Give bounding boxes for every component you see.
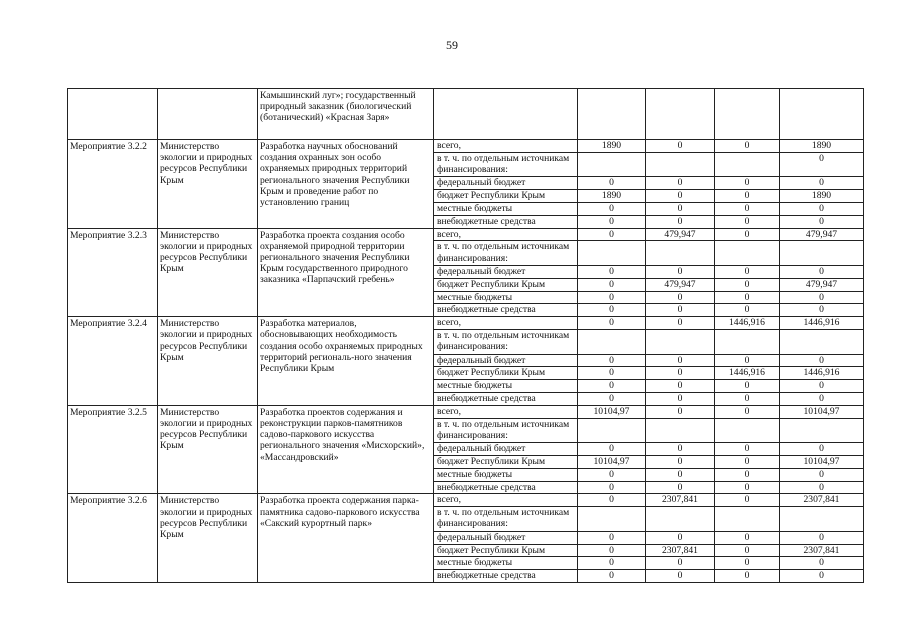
value-cell: 0 — [578, 265, 646, 278]
financing-source-cell: внебюджетные средства — [434, 304, 578, 317]
value-cell: 1890 — [780, 190, 864, 203]
value-cell: 1446,916 — [780, 367, 864, 380]
value-cell — [715, 329, 780, 354]
description-cell — [258, 494, 434, 583]
financing-source-cell: всего, — [434, 405, 578, 418]
executor-text: Министерство экологии и природных ресурсов Республики Крым — [160, 406, 253, 452]
event-text: Мероприятие 3.2.6 — [70, 495, 147, 507]
financing-source-cell: местные бюджеты — [434, 291, 578, 304]
financing-source-cell: всего, — [434, 494, 578, 507]
financing-source-cell: бюджет Республики Крым — [434, 190, 578, 203]
value-cell: 0 — [715, 354, 780, 367]
value-cell: 0 — [780, 481, 864, 494]
value-cell: 0 — [780, 557, 864, 570]
value-cell: 0 — [780, 177, 864, 190]
value-cell: 0 — [578, 354, 646, 367]
funding-table — [67, 88, 864, 583]
value-cell: 0 — [715, 455, 780, 468]
value-cell: 479,947 — [780, 278, 864, 291]
value-cell: 0 — [578, 215, 646, 228]
page-number: 59 — [446, 38, 458, 52]
value-cell: 0 — [578, 443, 646, 456]
value-cell — [578, 152, 646, 177]
value-cell: 0 — [715, 405, 780, 418]
financing-source-cell: в т. ч. по отдельным источникам финансирования: — [434, 241, 578, 266]
financing-source-cell: местные бюджеты — [434, 468, 578, 481]
financing-source-cell: федеральный бюджет — [434, 265, 578, 278]
financing-source-cell: федеральный бюджет — [434, 443, 578, 456]
value-cell: 0 — [646, 367, 715, 380]
value-cell — [646, 329, 715, 354]
value-cell: 0 — [780, 152, 864, 177]
value-cell — [578, 418, 646, 443]
value-cell: 0 — [780, 468, 864, 481]
financing-source-cell: федеральный бюджет — [434, 177, 578, 190]
financing-source-cell: внебюджетные средства — [434, 215, 578, 228]
description-cell — [258, 228, 434, 317]
value-cell: 2307,841 — [780, 544, 864, 557]
value-cell: 0 — [578, 468, 646, 481]
value-cell: 0 — [715, 190, 780, 203]
value-cell: 0 — [715, 544, 780, 557]
value-cell: 0 — [578, 481, 646, 494]
value-cell: 0 — [715, 304, 780, 317]
value-cell — [578, 329, 646, 354]
financing-source-cell: местные бюджеты — [434, 557, 578, 570]
value-cell: 0 — [578, 278, 646, 291]
event-text: Мероприятие 3.2.5 — [70, 406, 147, 418]
value-cell — [578, 241, 646, 266]
value-cell: 0 — [646, 380, 715, 393]
value-cell: 0 — [578, 304, 646, 317]
value-cell: 0 — [780, 443, 864, 456]
financing-source-cell: внебюджетные средства — [434, 481, 578, 494]
value-cell: 0 — [715, 557, 780, 570]
value-cell: 0 — [646, 392, 715, 405]
value-cell: 0 — [715, 177, 780, 190]
value-cell: 0 — [646, 405, 715, 418]
financing-source-cell: всего, — [434, 228, 578, 241]
value-cell: 0 — [646, 531, 715, 544]
value-cell — [780, 507, 864, 532]
value-cell: 0 — [715, 494, 780, 507]
event-cell — [68, 494, 158, 583]
value-cell: 0 — [646, 215, 715, 228]
value-cell — [578, 89, 646, 140]
value-cell: 1446,916 — [780, 317, 864, 330]
value-cell — [780, 89, 864, 140]
value-cell: 0 — [578, 177, 646, 190]
value-cell: 0 — [646, 455, 715, 468]
value-cell: 0 — [646, 265, 715, 278]
event-text: Мероприятие 3.2.2 — [70, 141, 147, 152]
value-cell: 0 — [715, 215, 780, 228]
event-text: Мероприятие 3.2.3 — [70, 229, 147, 241]
value-cell: 0 — [715, 278, 780, 291]
financing-source-cell: местные бюджеты — [434, 380, 578, 393]
value-cell: 0 — [715, 228, 780, 241]
financing-source-cell: всего, — [434, 317, 578, 330]
value-cell: 1446,916 — [715, 367, 780, 380]
value-cell — [780, 241, 864, 266]
value-cell: 1890 — [780, 140, 864, 153]
value-cell — [646, 89, 715, 140]
value-cell — [646, 507, 715, 532]
financing-source-cell: всего, — [434, 140, 578, 153]
value-cell: 0 — [578, 367, 646, 380]
value-cell: 1890 — [578, 140, 646, 153]
value-cell: 0 — [715, 481, 780, 494]
value-cell: 0 — [578, 380, 646, 393]
table-row — [68, 405, 864, 418]
value-cell: 0 — [646, 202, 715, 215]
executor-text: Министерство экологии и природных ресурсов Республики Крым — [160, 318, 253, 363]
value-cell — [715, 241, 780, 266]
value-cell: 0 — [780, 531, 864, 544]
financing-source-cell: местные бюджеты — [434, 202, 578, 215]
value-cell: 0 — [646, 557, 715, 570]
value-cell: 1446,916 — [715, 317, 780, 330]
value-cell: 0 — [578, 494, 646, 507]
description-cell — [258, 140, 434, 229]
value-cell: 2307,841 — [780, 494, 864, 507]
value-cell: 0 — [715, 468, 780, 481]
value-cell: 10104,97 — [578, 405, 646, 418]
executor-cell — [158, 317, 258, 406]
value-cell: 0 — [780, 380, 864, 393]
description-text: Разработка материалов, обосновывающих необходимость создания особо охраняемых природных территорий региональ-ного значения Республики Крым — [260, 318, 423, 374]
executor-cell — [158, 140, 258, 229]
value-cell: 0 — [646, 140, 715, 153]
value-cell — [715, 507, 780, 532]
financing-source-cell: в т. ч. по отдельным источникам финансирования: — [434, 418, 578, 443]
value-cell — [578, 507, 646, 532]
value-cell: 0 — [715, 202, 780, 215]
financing-source-cell: федеральный бюджет — [434, 354, 578, 367]
executor-cell — [158, 494, 258, 583]
value-cell: 0 — [578, 291, 646, 304]
value-cell: 0 — [715, 531, 780, 544]
value-cell: 0 — [646, 291, 715, 304]
table-row — [68, 140, 864, 153]
financing-source-cell: внебюджетные средства — [434, 392, 578, 405]
value-cell: 0 — [578, 531, 646, 544]
value-cell: 0 — [578, 392, 646, 405]
value-cell: 0 — [578, 228, 646, 241]
continuation-row — [68, 89, 864, 140]
executor-text: Министерство экологии и природных ресурсов Республики Крым — [160, 141, 253, 186]
value-cell — [646, 418, 715, 443]
value-cell — [780, 329, 864, 354]
value-cell: 0 — [646, 570, 715, 583]
event-cell — [68, 317, 158, 406]
value-cell: 0 — [646, 443, 715, 456]
value-cell: 0 — [578, 317, 646, 330]
value-cell: 0 — [646, 481, 715, 494]
value-cell: 10104,97 — [780, 405, 864, 418]
event-cell — [68, 405, 158, 494]
financing-source-cell: в т. ч. по отдельным источникам финансирования: — [434, 329, 578, 354]
financing-source-cell: бюджет Республики Крым — [434, 455, 578, 468]
value-cell: 0 — [780, 215, 864, 228]
value-cell: 0 — [715, 380, 780, 393]
event-cell — [68, 228, 158, 317]
financing-source-cell: федеральный бюджет — [434, 531, 578, 544]
value-cell — [780, 418, 864, 443]
value-cell: 0 — [578, 544, 646, 557]
value-cell — [646, 152, 715, 177]
value-cell: 0 — [780, 570, 864, 583]
value-cell: 0 — [578, 202, 646, 215]
value-cell: 0 — [646, 354, 715, 367]
value-cell: 0 — [780, 392, 864, 405]
value-cell: 0 — [715, 265, 780, 278]
description-text: Разработка проектов содержания и реконструкции парков-памятников садово-паркового искусства регионального значения «Мисхорский», «Массандровский» — [260, 406, 425, 463]
value-cell: 0 — [715, 291, 780, 304]
financing-source-cell: бюджет Республики Крым — [434, 544, 578, 557]
value-cell: 0 — [780, 304, 864, 317]
executor-cell — [158, 89, 258, 140]
description-text: Разработка проекта создания особо охраняемой природной территории регионального значения Республики Крым государственного природного заказника «Парпачский гребень» — [260, 229, 410, 286]
event-cell — [68, 140, 158, 229]
financing-source-cell: в т. ч. по отдельным источникам финансирования: — [434, 507, 578, 532]
financing-source-cell: бюджет Республики Крым — [434, 278, 578, 291]
description-text: Разработка научных обоснований создания охранных зон особо охраняемых природных территорий регионального значения Республики Крым и проведение работ по установлению границ — [260, 141, 410, 209]
value-cell: 2307,841 — [646, 494, 715, 507]
value-cell: 0 — [780, 354, 864, 367]
table-row — [68, 317, 864, 330]
executor-text: Министерство экологии и природных ресурсов Республики Крым — [160, 495, 253, 540]
value-cell: 1890 — [578, 190, 646, 203]
value-cell — [715, 152, 780, 177]
value-cell — [715, 418, 780, 443]
event-cell — [68, 89, 158, 140]
table-body — [68, 89, 864, 583]
value-cell: 479,947 — [780, 228, 864, 241]
executor-cell — [158, 405, 258, 494]
executor-cell — [158, 228, 258, 317]
value-cell: 0 — [715, 443, 780, 456]
value-cell: 0 — [578, 557, 646, 570]
value-cell: 0 — [646, 190, 715, 203]
value-cell: 479,947 — [646, 278, 715, 291]
event-text: Мероприятие 3.2.4 — [70, 318, 147, 330]
value-cell: 0 — [715, 570, 780, 583]
value-cell: 0 — [646, 304, 715, 317]
description-cell — [258, 317, 434, 406]
value-cell — [715, 89, 780, 140]
value-cell: 0 — [715, 392, 780, 405]
financing-source-cell: внебюджетные средства — [434, 570, 578, 583]
financing-source-cell: бюджет Республики Крым — [434, 367, 578, 380]
value-cell: 10104,97 — [780, 455, 864, 468]
description-text: Камышинский луг»; государственный природный заказник (биологический (ботанический) «Красная Заря» — [260, 90, 416, 124]
value-cell: 0 — [715, 140, 780, 153]
table-row — [68, 494, 864, 507]
financing-source-cell: в т. ч. по отдельным источникам финансирования: — [434, 152, 578, 177]
value-cell: 0 — [578, 570, 646, 583]
value-cell: 0 — [646, 468, 715, 481]
value-cell: 479,947 — [646, 228, 715, 241]
value-cell — [646, 241, 715, 266]
description-cell — [258, 405, 434, 494]
value-cell: 0 — [646, 177, 715, 190]
value-cell: 0 — [646, 317, 715, 330]
value-cell: 0 — [780, 291, 864, 304]
executor-text: Министерство экологии и природных ресурсов Республики Крым — [160, 229, 253, 275]
table-row — [68, 228, 864, 241]
value-cell: 10104,97 — [578, 455, 646, 468]
description-cell — [258, 89, 434, 140]
value-cell: 0 — [780, 265, 864, 278]
financing-source-cell — [434, 89, 578, 140]
value-cell: 0 — [780, 202, 864, 215]
description-text: Разработка проекта содержания парка-памятника садово-паркового искусства «Сакский курортный парк» — [260, 495, 420, 529]
value-cell: 2307,841 — [646, 544, 715, 557]
